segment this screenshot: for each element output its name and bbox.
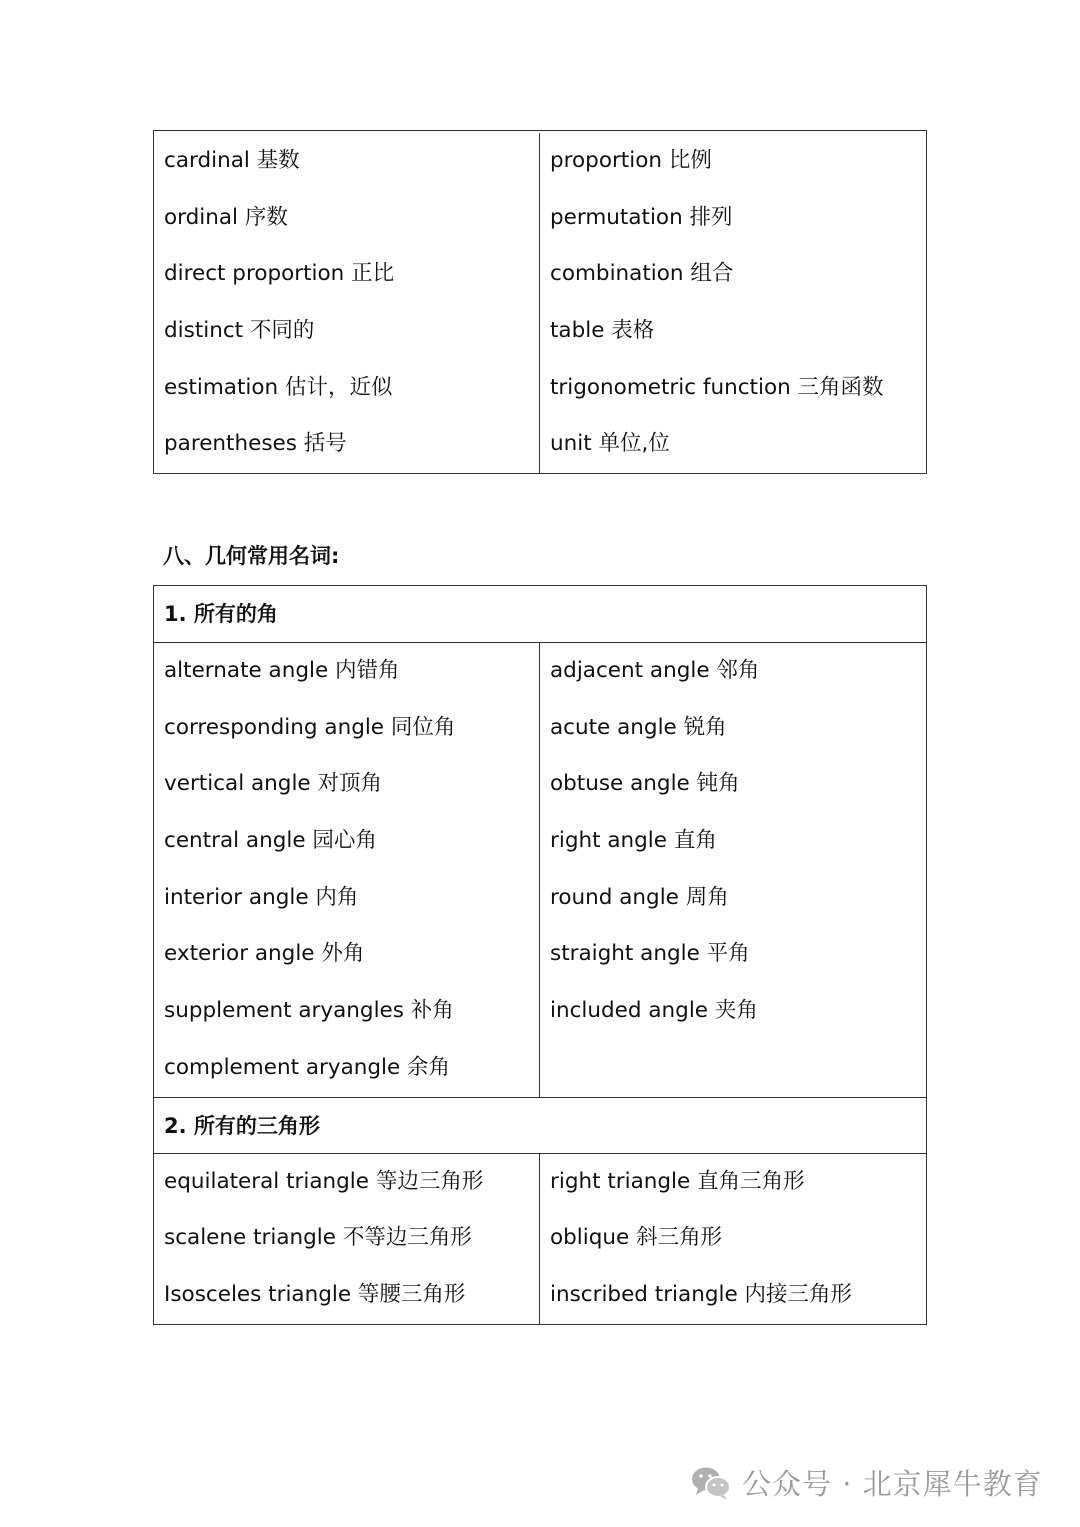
group-header-triangles: 2. 所有的三角形: [154, 1097, 926, 1154]
term-cell: round angle 周角: [550, 884, 729, 910]
term-cell: permutation 排列: [550, 204, 733, 230]
term-cell: straight angle 平角: [550, 941, 750, 967]
term-cell: parentheses 括号: [164, 431, 347, 457]
term-cell: vertical angle 对顶角: [164, 771, 382, 797]
term-cell: oblique 斜三角形: [550, 1225, 723, 1251]
term-cell: complement aryangle 余角: [164, 1054, 451, 1080]
term-cell: included angle 夹角: [550, 998, 758, 1024]
term-cell: combination 组合: [550, 261, 734, 287]
vocab-grid-1: [154, 131, 926, 473]
term-cell: interior angle 内角: [164, 884, 359, 910]
term-cell: ordinal 序数: [164, 204, 288, 230]
term-cell: alternate angle 内错角: [164, 658, 400, 683]
term-cell: right triangle 直角三角形: [550, 1168, 805, 1194]
term-cell: distinct 不同的: [164, 318, 315, 344]
vocab-table-2: [153, 585, 927, 1325]
watermark: [690, 1462, 1043, 1503]
term-cell: exterior angle 外角: [164, 941, 365, 967]
term-cell: cardinal 基数: [164, 148, 300, 173]
watermark-text: 公众号 · 北京犀牛教育: [742, 1467, 1043, 1501]
left-column: [154, 643, 540, 1097]
term-cell: right angle 直角: [550, 828, 717, 854]
term-cell: inscribed triangle 内接三角形: [550, 1281, 853, 1307]
term-cell: Isosceles triangle 等腰三角形: [164, 1281, 466, 1307]
term-cell: direct proportion 正比: [164, 261, 395, 287]
term-cell: estimation 估计，近似: [164, 374, 393, 400]
left-column: [154, 133, 540, 473]
right-column: [540, 1154, 926, 1324]
term-cell: trigonometric function 三角函数: [550, 374, 884, 400]
term-cell: proportion 比例: [550, 148, 712, 173]
term-cell: equilateral triangle 等边三角形: [164, 1168, 484, 1194]
triangles-grid: [154, 1154, 926, 1324]
term-cell: supplement aryangles 补角: [164, 998, 454, 1024]
term-cell: corresponding angle 同位角: [164, 714, 456, 740]
term-cell: acute angle 锐角: [550, 714, 727, 740]
term-cell: adjacent angle 邻角: [550, 658, 760, 683]
right-column: [540, 643, 926, 1097]
term-cell: table 表格: [550, 318, 655, 344]
section-title: 八、几何常用名词:: [163, 544, 340, 568]
angles-grid: [154, 643, 926, 1097]
term-cell: scalene triangle 不等边三角形: [164, 1225, 472, 1251]
term-cell: central angle 园心角: [164, 828, 377, 854]
term-cell: unit 单位,位: [550, 431, 670, 457]
right-column: [540, 133, 926, 473]
term-cell: obtuse angle 钝角: [550, 771, 740, 797]
vocab-table-1: [153, 130, 927, 474]
wechat-icon: [690, 1465, 732, 1501]
group-header-angles: 1. 所有的角: [154, 586, 926, 643]
left-column: [154, 1154, 540, 1324]
